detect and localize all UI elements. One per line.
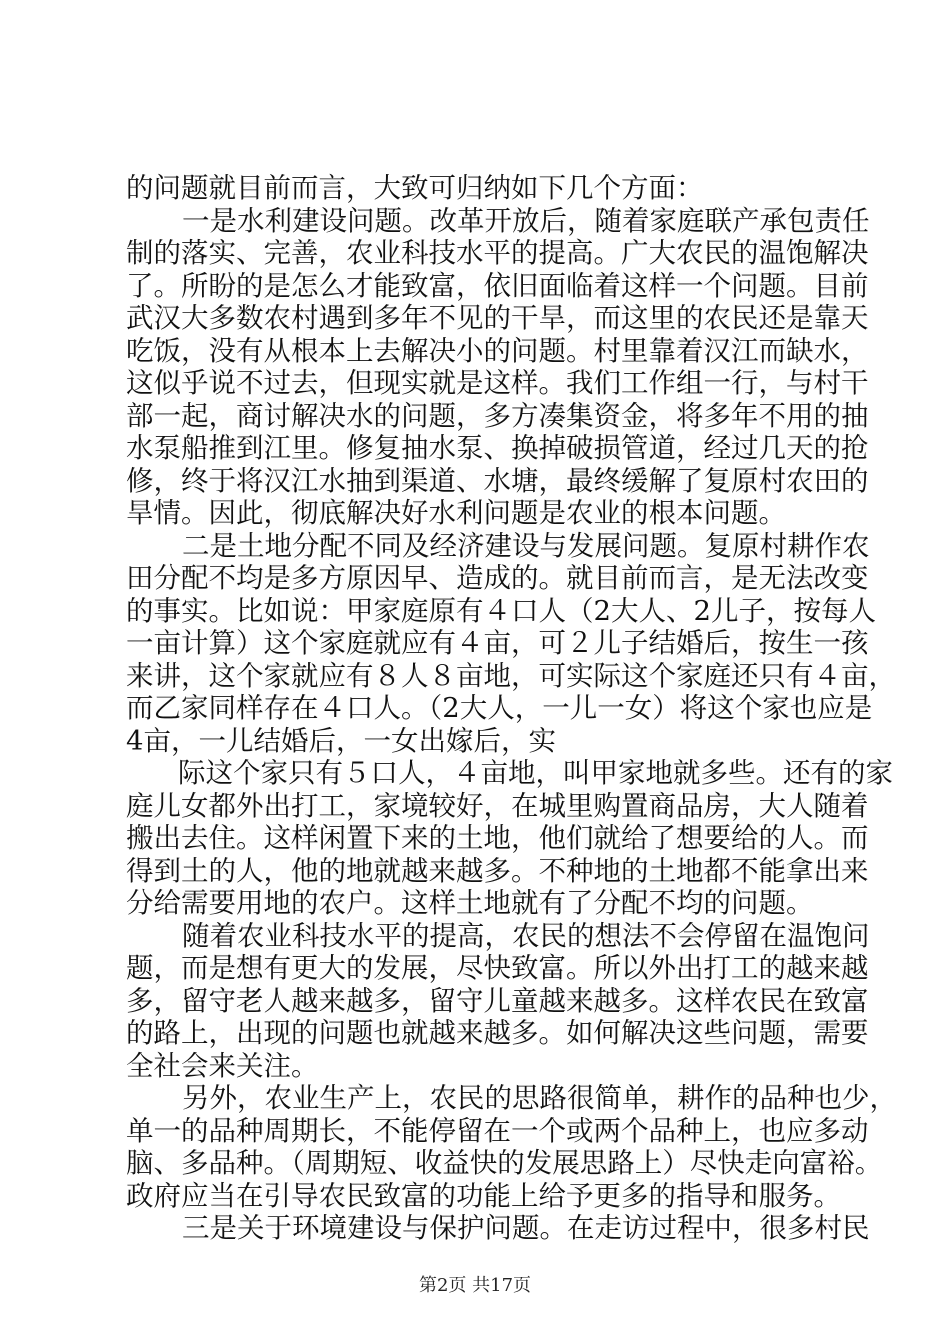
text-line: 而乙家同样存在４口人。（2大人，一儿一女）将这个家也应是 <box>126 692 873 724</box>
text-line: 修，终于将汉江水抽到渠道、水塘，最终缓解了复原村农田的 <box>126 464 869 497</box>
paragraph-start: 际这个家只有５口人，４亩地，叫甲家地就多些。还有的家 <box>178 757 893 789</box>
text-line: 一亩计算）这个家庭就应有４亩，可２儿子结婚后，按生一孩 <box>126 627 869 659</box>
text-line: 多，留守老人越来越多，留守儿童越来越多。这样农民在致富 <box>126 984 869 1017</box>
text-line: 来讲，这个家就应有８人８亩地，可实际这个家庭还只有４亩， <box>126 659 896 692</box>
text-line: 这似乎说不过去，但现实就是这样。我们工作组一行，与村干 <box>126 367 869 399</box>
text-line: 了。所盼的是怎么才能致富，依旧面临着这样一个问题。目前 <box>126 269 869 302</box>
text-line: 单一的品种周期长，不能停留在一个或两个品种上，也应多动 <box>126 1114 869 1147</box>
paragraph-start: 另外，农业生产上，农民的思路很简单，耕作的品种也少， <box>182 1082 897 1114</box>
text-line: 庭儿女都外出打工，家境较好，在城里购置商品房，大人随着 <box>126 789 869 822</box>
text-line: 全社会来关注。 <box>126 1049 319 1082</box>
text-line: 的事实。比如说：甲家庭原有４口人（2大人、2儿子，按每人 <box>126 594 876 627</box>
paragraph-start: 三是关于环境建设与保护问题。在走访过程中，很多村民 <box>182 1212 870 1244</box>
paragraph-start: 二是土地分配不同及经济建设与发展问题。复原村耕作农 <box>182 529 870 562</box>
text-line: 田分配不均是多方原因早、造成的。就目前而言，是无法改变 <box>126 562 869 594</box>
text-line: 部一起，商讨解决水的问题，多方凑集资金，将多年不用的抽 <box>126 399 869 432</box>
paragraph-start: 一是水利建设问题。改革开放后，随着家庭联产承包责任 <box>182 204 870 237</box>
text-line: 得到土的人，他的地就越来越多。不种地的土地都不能拿出来 <box>126 854 869 887</box>
text-line: 脑、多品种。（周期短、收益快的发展思路上）尽快走向富裕。 <box>126 1147 883 1179</box>
text-line: 武汉大多数农村遇到多年不见的干旱，而这里的农民还是靠天 <box>126 302 869 334</box>
text-line: 水泵船推到江里。修复抽水泵、换掉破损管道，经过几天的抢 <box>126 432 869 464</box>
text-line: 4亩，一儿结婚后，一女出嫁后，实 <box>126 724 556 757</box>
page-number-footer: 第2页 共17页 <box>418 1275 532 1296</box>
text-line: 制的落实、完善，农业科技水平的提高。广大农民的温饱解决 <box>126 237 869 269</box>
text-line: 的问题就目前而言，大致可归纳如下几个方面： <box>126 172 704 204</box>
document-body <box>126 172 897 1245</box>
paragraph-start: 随着农业科技水平的提高，农民的想法不会停留在温饱问 <box>182 919 870 952</box>
text-line: 分给需要用地的农户。这样土地就有了分配不均的问题。 <box>126 887 814 919</box>
text-line: 吃饭，没有从根本上去解决小的问题。村里靠着汉江而缺水， <box>126 334 869 367</box>
text-line: 旱情。因此，彻底解决好水利问题是农业的根本问题。 <box>126 497 786 529</box>
text-line: 政府应当在引导农民致富的功能上给予更多的指导和服务。 <box>126 1179 841 1212</box>
text-line: 题，而是想有更大的发展，尽快致富。所以外出打工的越来越 <box>126 952 869 984</box>
text-line: 的路上，出现的问题也就越来越多。如何解决这些问题，需要 <box>126 1017 869 1049</box>
text-line: 搬出去住。这样闲置下来的土地，他们就给了想要给的人。而 <box>126 822 869 854</box>
